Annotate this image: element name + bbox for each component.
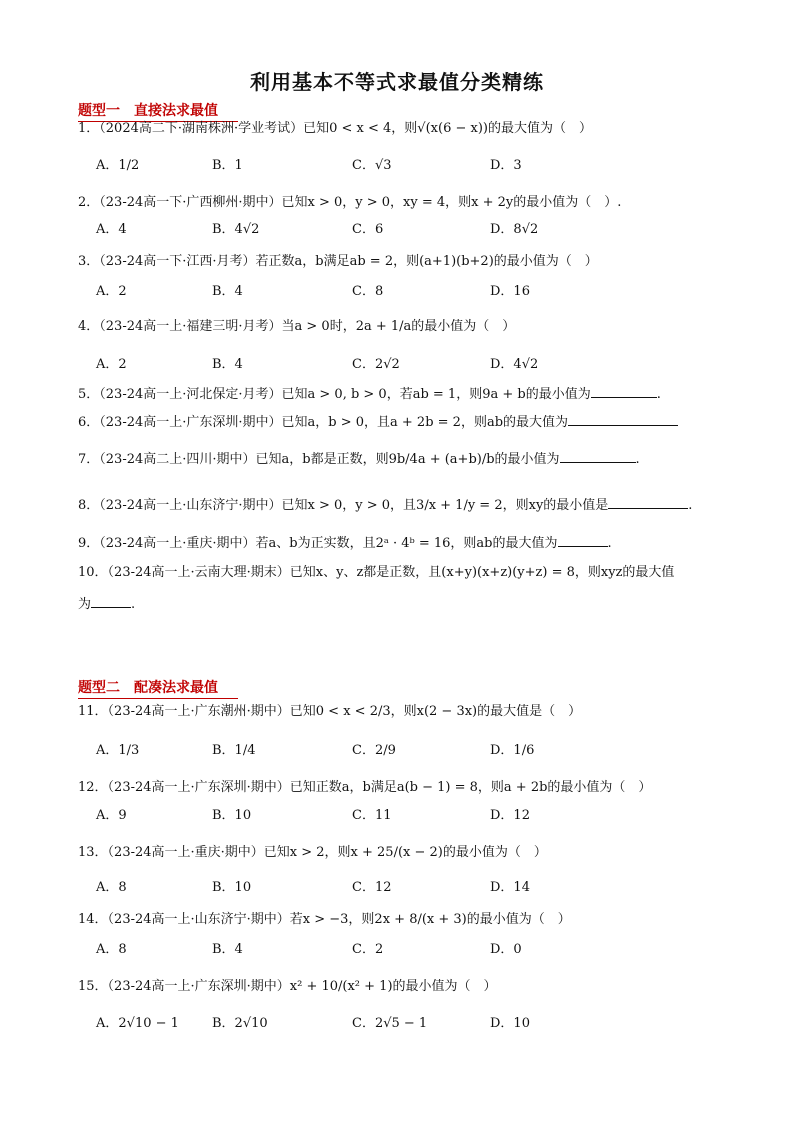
question-text: 为 [78,597,92,612]
option-a: A．2 [96,357,127,372]
question-3: 3．（23-24高一下·江西·月考）若正数a，b满足ab = 2，则(a+1)(b+2)的最小值为（ ） [78,254,598,269]
question-text: 9．（23-24高一上·重庆·期中）若a、b为正实数，且2ᵃ · 4ᵇ = 16，则ab的最大值为 [78,536,558,551]
question-10: 10．（23-24高一上·云南大理·期末）已知x、y、z都是正数，且(x+y)(x+z)(y+z) = 8，则xyz的最大值 [78,565,675,580]
options-q11 [96,741,736,763]
option-a: A．4 [96,222,127,237]
question-11: 11．（23-24高一上·广东潮州·期中）已知0 < x < 2/3，则x(2 − 3x)的最大值是（ ） [78,704,582,719]
question-text: 8．（23-24高一上·山东济宁·期中）已知x > 0，y > 0，且3/x + 1/y = 2，则xy的最小值是 [78,498,609,513]
option-c: C．√3 [352,158,392,173]
question-9: 9．（23-24高一上·重庆·期中）若a、b为正实数，且2ᵃ · 4ᵇ = 16，则ab的最大值为 . [78,532,612,554]
section-heading-1: 题型一 直接法求最值 [78,101,238,122]
section-heading-2: 题型二 配凑法求最值 [78,678,238,699]
question-15: 15．（23-24高一上·广东深圳·期中）x² + 10/(x² + 1)的最小值为（ ） [78,979,497,994]
page-title: 利用基本不等式求最值分类精练 [250,70,544,94]
options-q2 [96,220,736,242]
answer-blank[interactable] [560,448,636,463]
question-text: 7．（23-24高二上·四川·期中）已知a，b都是正数，则9b/4a + (a+b)/b的最小值为 [78,452,560,467]
options-q4 [96,355,736,377]
options-q13 [96,878,736,900]
option-a: A．1/3 [96,743,140,758]
question-14: 14．（23-24高一上·山东济宁·期中）若x > −3，则2x + 8/(x + 3)的最小值为（ ） [78,912,571,927]
answer-blank[interactable] [568,411,678,426]
option-b: B．4 [212,942,243,957]
options-q12 [96,806,736,828]
option-b: B．4√2 [212,222,260,237]
option-d: D．14 [490,880,530,895]
option-b: B．4 [212,284,243,299]
option-a: A．8 [96,880,127,895]
question-4: 4．（23-24高一上·福建三明·月考）当a > 0时，2a + 1/a的最小值为（ ） [78,319,516,334]
question-10-cont: 为 . [78,593,135,615]
options-q14 [96,940,736,962]
option-d: D．10 [490,1016,530,1031]
question-5: 5．（23-24高一上·河北保定·月考）已知a > 0, b > 0，若ab = 1，则9a + b的最小值为 . [78,383,661,405]
answer-blank[interactable] [608,494,688,509]
option-c: C．6 [352,222,384,237]
option-c: C．11 [352,808,392,823]
answer-blank[interactable] [591,383,657,398]
option-c: C．2√5 − 1 [352,1016,428,1031]
question-6 [78,411,678,433]
option-c: C．12 [352,880,392,895]
question-12: 12．（23-24高一上·广东深圳·期中）已知正数a，b满足a(b − 1) = 8，则a + 2b的最小值为（ ） [78,780,652,795]
option-c: C．2/9 [352,743,396,758]
answer-blank[interactable] [91,593,131,608]
question-text: 6．（23-24高一上·广东深圳·期中）已知a，b > 0，且a + 2b = 2，则ab的最大值为 [78,415,569,430]
options-q15 [96,1014,736,1036]
option-d: D．1/6 [490,743,535,758]
question-13: 13．（23-24高一上·重庆·期中）已知x > 2，则x + 25/(x − 2)的最小值为（ ） [78,845,547,860]
option-c: C．2√2 [352,357,400,372]
option-b: B．1/4 [212,743,256,758]
option-a: A．8 [96,942,127,957]
question-7: 7．（23-24高二上·四川·期中）已知a，b都是正数，则9b/4a + (a+b)/b的最小值为 . [78,448,640,470]
option-d: D．8√2 [490,222,539,237]
option-d: D．0 [490,942,522,957]
options-q3 [96,282,736,304]
question-text: 5．（23-24高一上·河北保定·月考）已知a > 0, b > 0，若ab = 1，则9a + b的最小值为 [78,387,591,402]
option-c: C．2 [352,942,384,957]
option-b: B．4 [212,357,243,372]
option-b: B．2√10 [212,1016,268,1031]
options-q1 [96,156,736,178]
option-a: A．2√10 − 1 [96,1016,179,1031]
option-d: D．4√2 [490,357,539,372]
question-1: 1．（2024高二下·湖南株洲·学业考试）已知0 < x < 4，则√(x(6 − x))的最大值为（ ） [78,121,592,136]
question-8: 8．（23-24高一上·山东济宁·期中）已知x > 0，y > 0，且3/x + 1/y = 2，则xy的最小值是 . [78,494,692,516]
option-c: C．8 [352,284,384,299]
option-b: B．1 [212,158,243,173]
option-b: B．10 [212,808,252,823]
option-a: A．9 [96,808,127,823]
option-a: A．1/2 [96,158,140,173]
question-2: 2．（23-24高一下·广西柳州·期中）已知x > 0，y > 0，xy = 4，则x + 2y的最小值为（ ）. [78,195,622,210]
option-d: D．16 [490,284,530,299]
answer-blank[interactable] [558,532,608,547]
option-d: D．3 [490,158,522,173]
option-a: A．2 [96,284,127,299]
option-d: D．12 [490,808,530,823]
option-b: B．10 [212,880,252,895]
